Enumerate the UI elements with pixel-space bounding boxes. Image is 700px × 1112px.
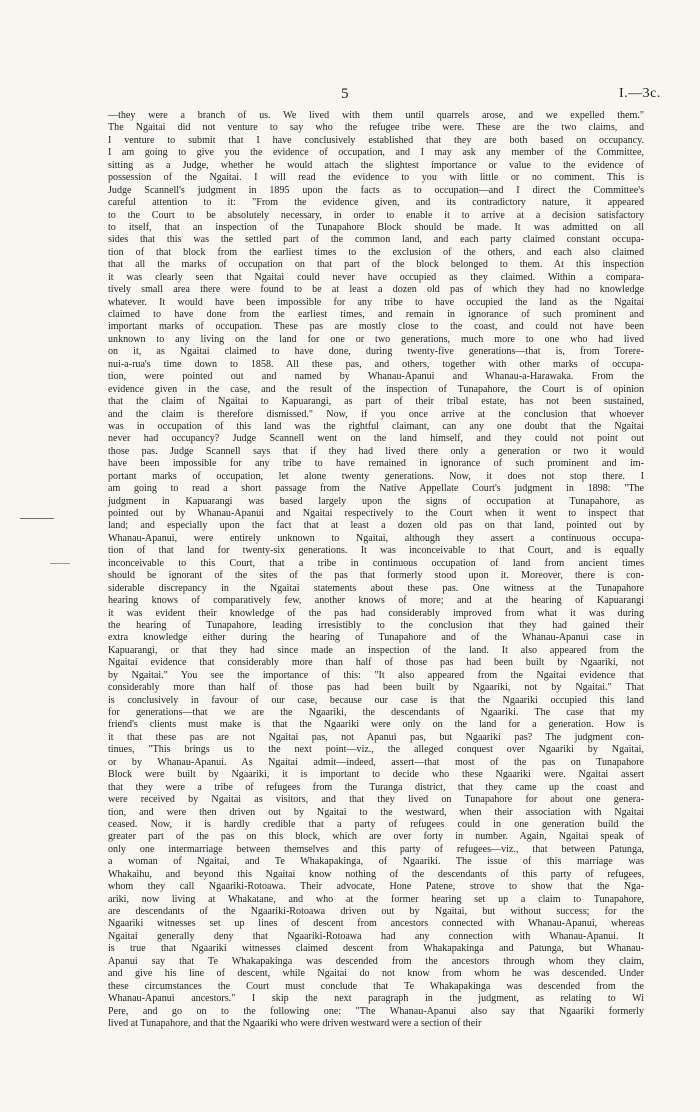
text-line: were received by Ngaitai as visitors, and that they lived on Tunapahore for about one genera- [108,794,644,806]
text-line: careful attention to it: "From the evidence given, and its contradictory nature, it appeared [108,197,644,209]
text-line: the hearing of Tunapahore, leading irresistibly to the conclusion that they had gained their [108,619,644,631]
text-line: Block were built by Ngaariki, it is important to decide who these Ngaariki were. Ngaitai assert [108,769,644,781]
text-line: that they were a tribe of refugees from the Turanga district, that they came up the coast and [108,781,644,793]
text-line: Whanau-Apanui, were entirely unknown to Ngaitai, although they assert a continuous occupa- [108,532,644,544]
margin-mark [20,518,54,519]
text-line: evidence given in the case, and the result of the inspection of Tunapahore, the Court is of opinion [108,383,644,395]
text-line: ceased. Now, it is hardly credible that a party of refugees could in one generation build the [108,818,644,830]
text-line: I am going to give you the evidence of occupation, and I may ask any member of the Committee, [108,147,644,159]
text-line: possession of the Ngaitai. I will read the evidence to you with little or no comment. This is [108,172,644,184]
text-line: tinues, "This brings us to the next point—viz., the alleged conquest over Ngaariki by Ngaitai, [108,744,644,756]
text-line: hearing knows of comparatively few, another knows of more; and at the hearing of Kapuarangi [108,595,644,607]
text-line: are descendants of the Ngaariki-Rotoawa driven out by Ngaitai, but without success; for the [108,906,644,917]
text-line: friend's clients must make is that the Ngaariki were only on the land for a generation. How is [108,719,644,731]
text-line: portant marks of occupation, let alone twenty generations. Now, it does not stop there. I [108,470,644,482]
text-line: only one intermarriage between themselves and this party of refugees—viz., that between Patunga, [108,843,644,855]
text-line: a woman of Ngaitai, and Te Whakapakinga, of Ngaariki. The issue of this marriage was [108,856,644,868]
text-line: unknown to any living on the land for one or two generations, much more to one who had lived [108,333,644,345]
text-line: sitting as a Judge, whether he would attach the slightest importance or value to the evidence of [108,159,644,171]
text-line: these circumstances the Court must conclude that Te Whakapakinga was descended from the [108,980,644,992]
text-line: Whanau-Apanui ancestors." I skip the next paragraph in the judgment, as relating to Wi [108,993,644,1005]
body-text [108,110,644,1030]
text-line: should be ignorant of the sites of the pas that formerly stood upon it. Moreover, there is con- [108,570,644,582]
text-line: Whakaihu, and beyond this Ngaitai know nothing of the descendants of this party of refugees, [108,868,644,880]
text-line: is conclusively in favour of our case, because our case is that the Ngaariki occupied this land [108,694,644,706]
text-line: to the Court to be absolutely necessary, in order to enable it to arrive at a decision satisfactory [108,209,644,221]
text-line: for generations—that we are the Ngaariki, the descendants of Ngaariki. The case that my [108,707,644,718]
text-line: —they were a branch of us. We lived with them until quarrels arose, and we expelled them." [108,110,644,121]
text-line: land; and especially upon the fact that at least a dozen old pas on that land, pointed out by [108,520,644,532]
text-line: ariki, now living at Whakatane, and who at the former hearing set up a claim to Tunapahore, [108,893,644,905]
text-line: inconceivable to this Court, that a tribe in continuous occupation of land from ancient times [108,557,644,569]
text-line: tion of that land for twenty-six generations. It was inconceivable to that Court, and is equally [108,545,644,557]
text-line: it was clearly seen that Ngaitai could never have occupied as they claimed. Within a compara- [108,271,644,283]
text-line: Pere, and go on to the following one: "The Whanau-Apanui also say that Ngaariki formerly [108,1005,644,1017]
text-line: never had occupancy? Judge Scannell went on the land himself, and they could not point out [108,433,644,445]
margin-mark [50,563,70,564]
text-line: or by Whanau-Apanui. As Ngaitai admit—indeed, assert—that most of the pas on Tunapahore [108,756,644,768]
text-line: sides that this was the settled part of the common land, and each party claimed constant occupa- [108,234,644,246]
text-line: by Ngaitai." You see the importance of this: "It also appeared from the Ngaitai evidence that [108,669,644,681]
text-line: it was evident their knowledge of the pas had considerably improved from what it was during [108,607,644,619]
text-line: was in occupation of this land was the rightful claimant, can any one doubt that the Ngaitai [108,420,644,432]
text-line: and give his line of descent, while Ngaitai do not know from whom he was descended. Under [108,968,644,980]
text-line: is true that Ngaariki witnesses claimed descent from Whakapakinga and Patunga, but Whanau- [108,943,644,955]
text-line: siderable discrepancy in the Ngaitai statements about these pas. One witness at the Tunapahore [108,582,644,594]
text-line: nui-a-rua's time down to 1858. All these pas, and others, together with other marks of occupa- [108,358,644,370]
text-line: Ngaitai evidence that considerably more than half of those pas had been built by Ngaariki, not [108,657,644,669]
text-line: tively small area there were found to be at least a dozen old pas of which they had no knowledge [108,284,644,296]
text-line: on it, as Ngaitai claimed to have done, during twenty-five generations—that is, from Torere- [108,346,644,358]
text-line: whatever. It would have been impossible for any tribe to have occupied the land as the Ngaitai [108,296,644,308]
text-line: Apanui say that Te Whakapakinga was descended from the ancestors through whom they claim, [108,955,644,967]
text-line: pointed out by Whanau-Apanui and Ngaitai respectively to the Court when it went to inspect that [108,508,644,519]
text-line: greater part of the pas on this block, which are over forty in number. Again, Ngaitai speak of [108,831,644,843]
text-line: extra knowledge either during the hearing of Tunapahore and of the Whanau-Apanui case in [108,632,644,644]
paper-reference: I.—3c. [619,86,661,101]
text-line: Judge Scannell's judgment in 1895 upon the facts as to occupation—and I direct the Committee's [108,184,644,196]
text-line: tion of that block from the earliest times to the exclusion of the others, and each also claimed [108,246,644,258]
text-line: judgment in Kapuarangi was based largely upon the signs of occupation at Tunapahore, as [108,495,644,507]
text-line: am going to read a short passage from the Native Appellate Court's judgment in 1898: "The [108,483,644,495]
text-line: tion, were pointed out and named by Whanau-Apanui and Whanau-a-Harawaka. From the [108,371,644,383]
text-line: that all the marks of occupation on that part of the block belonged to them. At this inspection [108,259,644,271]
text-line: lived at Tunapahore, and that the Ngaariki who were driven westward were a section of their [108,1017,482,1029]
text-line: Ngaariki witnesses set up lines of descent from ancestors connected with Whanau-Apanui, whereas [108,918,644,930]
text-line: it that these pas are not Ngaitai pas, not Apanui pas, but Ngaariki pas? The judgment con- [108,731,644,743]
text-line: I venture to submit that I have conclusively established that they are both based on occupancy. [108,134,644,146]
text-line: Kapuarangi, or that they had since made an inspection of the land. It also appeared from the [108,644,644,656]
text-line: claimed to have done from the earliest times, and remain in ignorance of such prominent and [108,309,644,320]
text-line: whom they call Ngaariki-Rotoawa. Their advocate, Hone Patene, strove to show that the Nga- [108,881,644,893]
page-number: 5 [341,86,349,102]
text-line: tion, and were then driven out by Ngaitai to the westward, when their association with Ngaitai [108,806,644,818]
text-line: have been impossible for any tribe to have remained in ignorance of such prominent and im- [108,458,644,470]
text-line: Ngaitai generally deny that Ngaariki-Rotoawa had any connection with Whanau-Apanui. It [108,930,644,942]
text-line: considerably more than half of those pas had been built by Ngaariki, not by Ngaitai." That [108,682,644,694]
text-line: The Ngaitai did not venture to say who the refugee tribe were. These are the two claims, and [108,122,644,134]
text-line: to itself, that an inspection of the Tunapahore Block should be made. It was admitted on all [108,221,644,233]
text-line: and the claim is therefore dismissed." Now, if you once arrive at the conclusion that whoever [108,408,644,420]
text-line: important marks of occupation. These pas are mostly close to the coast, and could not have been [108,321,644,333]
text-line: that the claim of Ngaitai to Kapuarangi, as part of their tribal estate, has not been sustained, [108,396,644,408]
text-line: those pas. Judge Scannell says that if they had lived there only a generation or two it would [108,445,644,457]
